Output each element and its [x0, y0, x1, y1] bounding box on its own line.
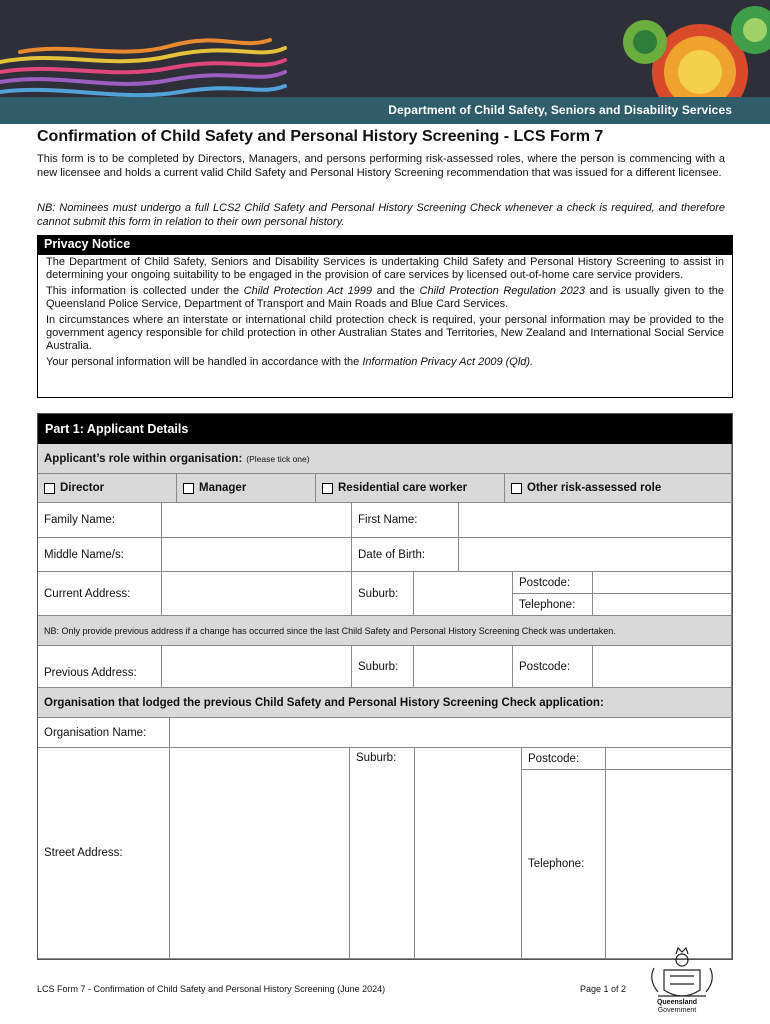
previous-postcode-label: Postcode: [513, 646, 593, 688]
privacy-p2-e: and is usually given to the Queensland Police Service, Department of Transport and Main Roads and Blue Card Services. [46, 285, 724, 310]
current-postcode-label: Postcode: [513, 572, 593, 594]
middle-names-label: Middle Name/s: [38, 538, 162, 572]
role-residential-option[interactable] [316, 474, 505, 503]
org-suburb-input[interactable] [415, 748, 522, 959]
current-postcode-input[interactable] [593, 572, 732, 594]
organisation-heading: Organisation that lodged the previous Child Safety and Personal History Screening Check application: [38, 688, 732, 718]
part1-heading: Part 1: Applicant Details [38, 414, 732, 444]
role-hint: (Please tick one) [246, 453, 310, 464]
previous-suburb-input[interactable] [414, 646, 513, 688]
previous-address-note: NB: Only provide previous address if a change has occurred since the last Child Safety and Personal History Screening Check was undertaken. [38, 616, 732, 646]
current-address-label: Current Address: [38, 572, 162, 616]
org-postcode-label: Postcode: [522, 748, 606, 770]
queensland-government-logo-text [653, 999, 701, 1015]
middle-names-input[interactable] [162, 538, 352, 572]
dob-label: Date of Birth: [352, 538, 459, 572]
family-name-label: Family Name: [38, 503, 162, 538]
privacy-p3: In circumstances where an interstate or international child protection check is required, your personal information may be provided to the government agency responsible for child protection in other Australian States and Territories, New Zealand and International Social Service Australia. [46, 314, 724, 352]
privacy-p2 [46, 285, 724, 311]
organisation-name-label: Organisation Name: [38, 718, 170, 748]
role-manager-label: Manager [199, 482, 247, 494]
role-other-label: Other risk-assessed role [527, 482, 662, 494]
role-director-label: Director [60, 482, 105, 494]
org-suburb-label: Suburb: [350, 748, 415, 959]
applicant-details-form [37, 413, 733, 960]
first-name-input[interactable] [459, 503, 732, 538]
qld-line1: Queensland [656, 999, 698, 1006]
first-name-label: First Name: [352, 503, 459, 538]
current-suburb-label: Suburb: [352, 572, 414, 616]
org-telephone-label: Telephone: [522, 770, 606, 959]
checkbox-icon[interactable] [511, 483, 522, 494]
role-other-option[interactable] [505, 474, 732, 503]
organisation-name-input[interactable] [170, 718, 732, 748]
form-title: Confirmation of Child Safety and Personal History Screening - LCS Form 7 [37, 128, 604, 145]
privacy-regulation-name: Child Protection Regulation 2023 [419, 285, 586, 297]
department-name: Department of Child Safety, Seniors and Disability Services [388, 103, 732, 117]
footer-form-name: LCS Form 7 - Confirmation of Child Safety and Personal History Screening (June 2024) [37, 984, 386, 994]
current-telephone-label: Telephone: [513, 594, 593, 616]
privacy-ip-act: Information Privacy Act 2009 (Qld). [362, 356, 534, 368]
privacy-notice [37, 255, 733, 398]
role-label-row [38, 444, 732, 474]
current-telephone-input[interactable] [593, 594, 732, 616]
privacy-heading: Privacy Notice [37, 235, 733, 255]
street-address-input[interactable] [170, 748, 350, 959]
checkbox-icon[interactable] [322, 483, 333, 494]
street-address-label: Street Address: [38, 748, 170, 959]
privacy-p4 [46, 356, 724, 369]
dob-input[interactable] [459, 538, 732, 572]
current-suburb-input[interactable] [414, 572, 513, 616]
privacy-p4-a: Your personal information will be handled in accordance with the [46, 356, 363, 368]
privacy-p2-a: This information is collected under the [46, 285, 244, 297]
current-address-input[interactable] [162, 572, 352, 616]
role-director-option[interactable] [38, 474, 177, 503]
privacy-p1: The Department of Child Safety, Seniors and Disability Services is undertaking Child Safety and Personal History Screening to assist in determining your ongoing suitability to be engaged in the provision of care services by licensed out-of-home care service providers. [46, 256, 724, 281]
nominee-note: NB: Nominees must undergo a full LCS2 Child Safety and Personal History Screening Check whenever a check is required, and therefore cannot submit this form in relation to their own personal history. [37, 202, 725, 228]
intro-text: This form is to be completed by Directors, Managers, and persons performing risk-assessed roles, where the person is commencing with a new licensee and holds a current valid Child Safety and Personal History Screening recommendation that was issued for a different licensee. [37, 153, 725, 179]
privacy-p2-c: and the [372, 285, 420, 297]
previous-suburb-label: Suburb: [352, 646, 414, 688]
privacy-act-name: Child Protection Act 1999 [243, 285, 373, 297]
previous-postcode-input[interactable] [593, 646, 732, 688]
checkbox-icon[interactable] [44, 483, 55, 494]
role-label: Applicant’s role within organisation: [44, 452, 243, 465]
previous-address-input[interactable] [162, 646, 352, 688]
org-postcode-input[interactable] [606, 748, 732, 770]
previous-address-label: Previous Address: [38, 646, 162, 688]
qld-line2: Government [657, 1007, 697, 1014]
role-manager-option[interactable] [177, 474, 316, 503]
checkbox-icon[interactable] [183, 483, 194, 494]
role-residential-label: Residential care worker [338, 482, 468, 494]
header-banner [0, 0, 770, 124]
footer-page-number: Page 1 of 2 [580, 984, 627, 994]
org-telephone-input[interactable] [606, 770, 732, 959]
family-name-input[interactable] [162, 503, 352, 538]
